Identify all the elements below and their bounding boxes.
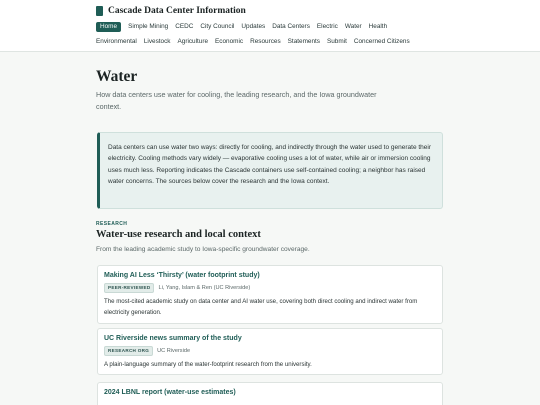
nav-city-council[interactable]: City Council [200, 23, 235, 30]
nav-statements[interactable]: Statements [287, 38, 320, 45]
callout-text: Data centers can use water two ways: directly for cooling, and indirectly through the water used to generate their electricity. Cooling methods vary widely — evaporative cooling uses a lot of water, while air or immersion cooling uses much less. Reporting indicates the Cascade containers use self-contained cooling; a neighbor has raised water concerns. The sources below cover the research and the Iowa context. [108, 144, 432, 185]
source-title-link[interactable]: 2024 LBNL report (water-use estimates) [104, 389, 236, 396]
nav-livestock[interactable]: Livestock [143, 38, 171, 45]
nav-simple-mining[interactable]: Simple Mining [128, 23, 169, 30]
source-description: A plain-language summary of the water-footprint research from the university. [104, 361, 312, 368]
nav-water[interactable]: Water [344, 23, 362, 30]
source-card[interactable] [97, 382, 443, 405]
source-meta [104, 346, 436, 356]
intro-callout [97, 132, 443, 209]
source-title-link[interactable]: Making AI Less ‘Thirsty’ (water footprint study) [104, 272, 260, 279]
source-authors: Li, Yang, Islam & Ren (UC Riverside) [158, 285, 251, 291]
nav-resources[interactable]: Resources [250, 38, 281, 45]
nav-environmental[interactable]: Environmental [96, 38, 137, 45]
page-subtitle: How data centers use water for cooling, the leading research, and the Iowa groundwater context. [96, 90, 377, 111]
nav-electric[interactable]: Electric [316, 23, 338, 30]
page-title: Water [96, 68, 138, 85]
source-card[interactable] [97, 328, 443, 375]
main-nav-row-1 [96, 22, 456, 32]
site-title[interactable]: Cascade Data Center Information [108, 6, 246, 16]
nav-health[interactable]: Health [368, 23, 388, 30]
source-type-badge: PEER-REVIEWED [104, 283, 154, 293]
site-header [0, 0, 540, 52]
source-card[interactable] [97, 265, 443, 324]
nav-cedc[interactable]: CEDC [175, 23, 194, 30]
nav-submit[interactable]: Submit [326, 38, 347, 45]
main-nav-row-2 [96, 37, 456, 47]
source-authors: UC Riverside [157, 348, 191, 354]
source-meta [104, 283, 436, 293]
section-subtitle: From the leading academic study to Iowa-specific groundwater coverage. [96, 246, 310, 253]
source-title-link[interactable]: UC Riverside news summary of the study [104, 335, 242, 342]
logo-icon [96, 6, 103, 16]
nav-updates[interactable]: Updates [241, 23, 266, 30]
source-type-badge: RESEARCH ORG [104, 346, 153, 356]
nav-data-centers[interactable]: Data Centers [272, 23, 310, 30]
nav-home[interactable]: Home [96, 22, 121, 32]
nav-agriculture[interactable]: Agriculture [177, 38, 209, 45]
section-title: Water-use research and local context [96, 229, 261, 240]
nav-economic[interactable]: Economic [215, 38, 244, 45]
source-description: The most-cited academic study on data center and AI water use, covering both direct cooling and indirect water from electricity generation. [104, 298, 418, 316]
section-eyebrow: RESEARCH [96, 221, 128, 227]
brand[interactable] [96, 6, 246, 16]
nav-concerned-citizens[interactable]: Concerned Citizens [353, 38, 410, 45]
